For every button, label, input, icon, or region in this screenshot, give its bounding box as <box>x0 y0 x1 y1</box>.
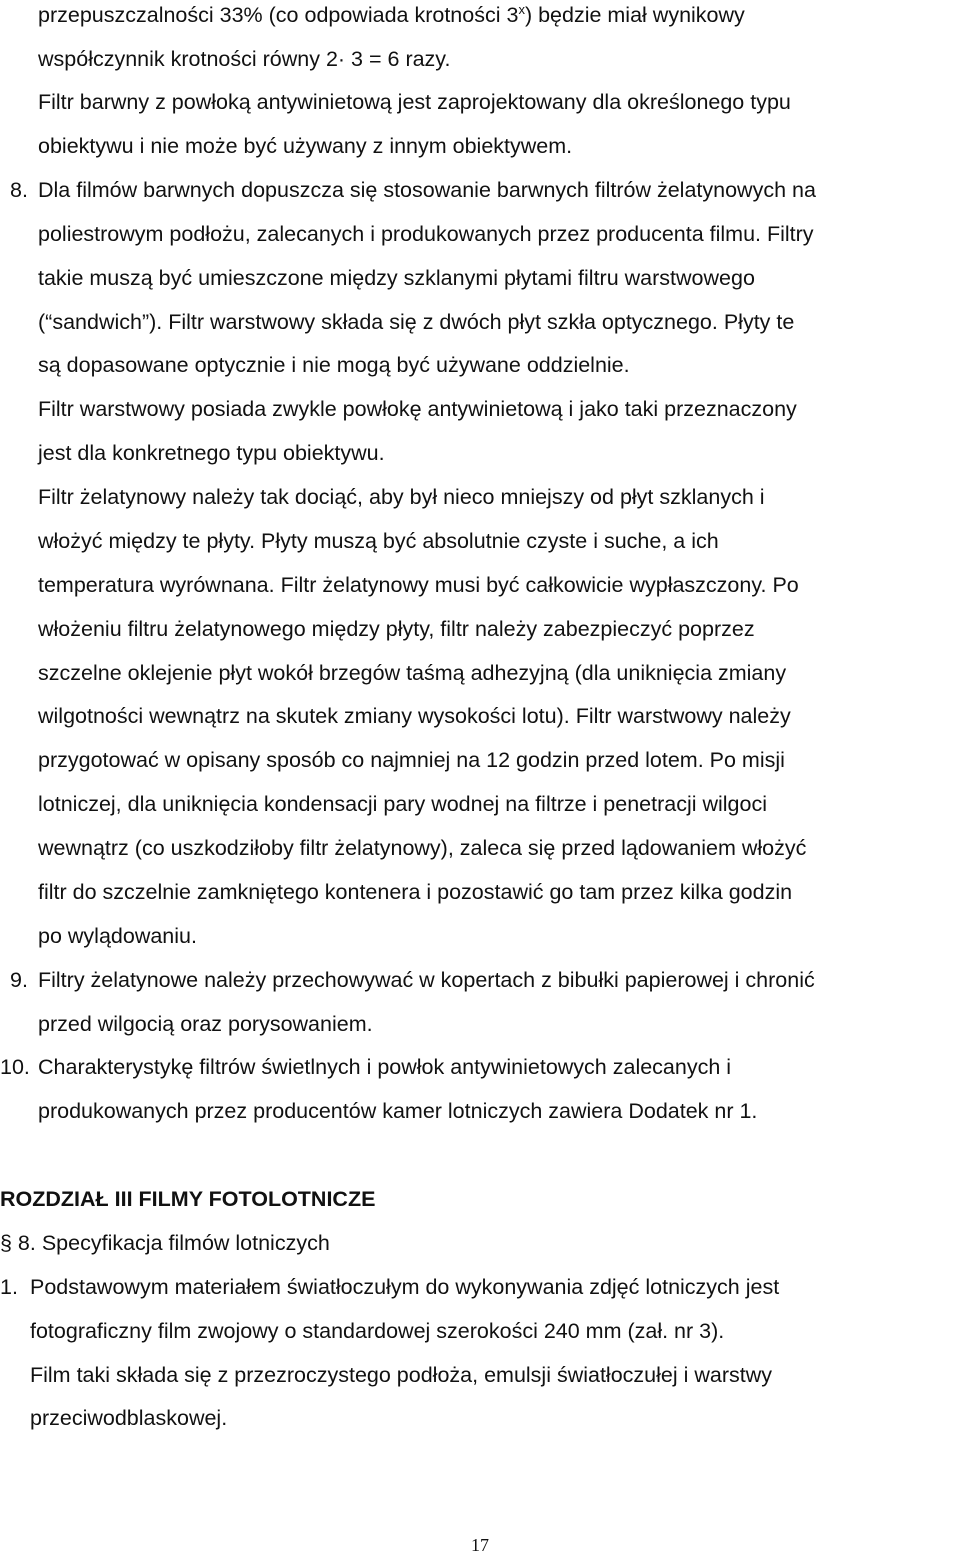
list-item-line: przygotować w opisany sposób co najmniej na 12 godzin przed lotem. Po misji <box>38 748 785 772</box>
list-item-line: poliestrowym podłożu, zalecanych i produkowanych przez producenta filmu. Filtry <box>38 222 814 246</box>
list-item-line: jest dla konkretnego typu obiektywu. <box>38 441 385 465</box>
list-item-line: Filtry żelatynowe należy przechowywać w kopertach z bibułki papierowej i chronić <box>38 968 815 992</box>
paragraph-line <box>38 2 745 28</box>
chapter-heading: ROZDZIAŁ III FILMY FOTOLOTNICZE <box>0 1187 376 1211</box>
list-item-line: takie muszą być umieszczone między szklanymi płytami filtru warstwowego <box>38 266 755 290</box>
paragraph-line: współczynnik krotności równy 2· 3 = 6 razy. <box>38 47 451 71</box>
list-item-line: Podstawowym materiałem światłoczułym do wykonywania zdjęć lotniczych jest <box>30 1275 780 1299</box>
list-item-line: przed wilgocią oraz porysowaniem. <box>38 1012 373 1036</box>
list-item-line: wewnątrz (co uszkodziłoby filtr żelatynowy), zaleca się przed lądowaniem włożyć <box>38 836 807 860</box>
list-item-line: Film taki składa się z przezroczystego podłoża, emulsji światłoczułej i warstwy <box>30 1363 773 1387</box>
list-item-line: produkowanych przez producentów kamer lotniczych zawiera Dodatek nr 1. <box>38 1099 758 1123</box>
list-number: 10. <box>0 1055 30 1079</box>
list-item-line: Charakterystykę filtrów świetlnych i powłok antywinietowych zalecanych i <box>38 1055 732 1079</box>
list-item-line: włożeniu filtru żelatynowego między płyty, filtr należy zabezpieczyć poprzez <box>38 617 755 641</box>
section-heading: § 8. Specyfikacja filmów lotniczych <box>0 1231 330 1255</box>
text-fragment: ) będzie miał wynikowy <box>524 3 745 27</box>
list-number: 1. <box>0 1275 18 1299</box>
paragraph-line: Filtr barwny z powłoką antywinietową jest zaprojektowany dla określonego typu <box>38 90 791 114</box>
list-item-line: przeciwodblaskowej. <box>30 1406 228 1430</box>
superscript: x <box>518 1 525 17</box>
list-item-line: fotograficzny film zwojowy o standardowej szerokości 240 mm (zał. nr 3). <box>30 1319 725 1343</box>
list-item-line: temperatura wyrównana. Filtr żelatynowy musi być całkowicie wypłaszczony. Po <box>38 573 799 597</box>
paragraph-line: obiektywu i nie może być używany z innym obiektywem. <box>38 134 573 158</box>
text-fragment: przepuszczalności 33% (co odpowiada krotności 3 <box>38 3 519 27</box>
list-number: 8. <box>10 178 28 202</box>
list-item-line: włożyć między te płyty. Płyty muszą być absolutnie czyste i suche, a ich <box>38 529 719 553</box>
list-item-line: po wylądowaniu. <box>38 924 197 948</box>
page-number: 17 <box>471 1535 489 1555</box>
list-item-line: są dopasowane optycznie i nie mogą być używane oddzielnie. <box>38 353 630 377</box>
list-item-line: (“sandwich”). Filtr warstwowy składa się z dwóch płyt szkła optycznego. Płyty te <box>38 310 795 334</box>
list-item-line: szczelne oklejenie płyt wokół brzegów taśmą adhezyjną (dla uniknięcia zmiany <box>38 661 787 685</box>
list-item-line: Filtr warstwowy posiada zwykle powłokę antywinietową i jako taki przeznaczony <box>38 397 797 421</box>
list-item-line: Dla filmów barwnych dopuszcza się stosowanie barwnych filtrów żelatynowych na <box>38 178 816 202</box>
list-item-line: Filtr żelatynowy należy tak dociąć, aby był nieco mniejszy od płyt szklanych i <box>38 485 765 509</box>
list-item-line: filtr do szczelnie zamkniętego kontenera i pozostawić go tam przez kilka godzin <box>38 880 793 904</box>
list-item-line: lotniczej, dla uniknięcia kondensacji pary wodnej na filtrze i penetracji wilgoci <box>38 792 767 816</box>
list-item-line: wilgotności wewnątrz na skutek zmiany wysokości lotu). Filtr warstwowy należy <box>38 704 791 728</box>
list-number: 9. <box>10 968 28 992</box>
